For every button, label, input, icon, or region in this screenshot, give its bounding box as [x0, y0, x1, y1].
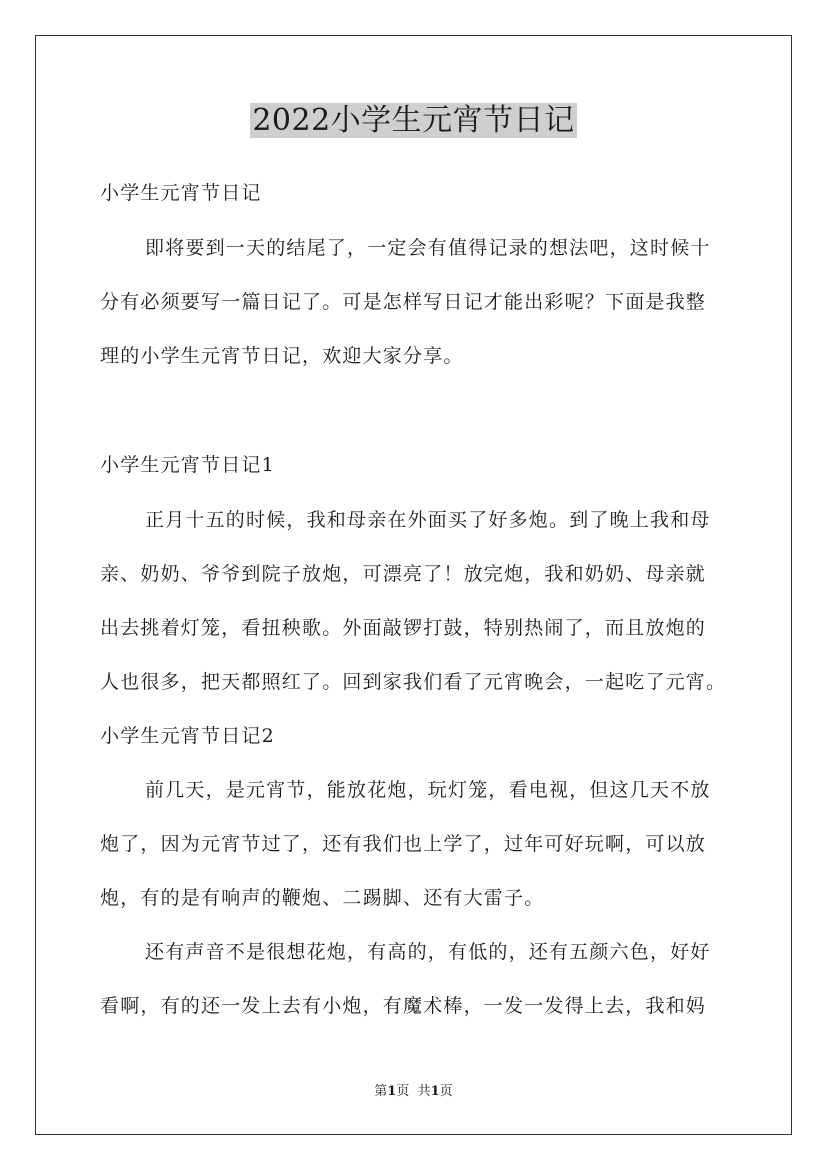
- intro-line: 即将要到一天的结尾了，一定会有值得记录的想法吧，这时候十: [145, 237, 711, 259]
- page-suffix: 页: [396, 1084, 410, 1099]
- section2-line: 炮，有的是有响声的鞭炮、二踢脚、还有大雷子。: [100, 887, 545, 909]
- total-suffix: 页: [439, 1084, 453, 1099]
- section1-heading: 小学生元宵节日记1: [100, 454, 275, 476]
- section2-heading: 小学生元宵节日记2: [100, 725, 275, 747]
- section1-line: 出去挑着灯笼，看扭秧歌。外面敲锣打鼓，特别热闹了，而且放炮的: [100, 617, 707, 639]
- document-title: [0, 98, 827, 144]
- section1-line: 人也很多，把天都照红了。回到家我们看了元宵晚会，一起吃了元宵。: [100, 671, 727, 693]
- section2-line: 还有声音不是很想花炮，有高的，有低的，还有五颜六色，好好: [145, 941, 711, 963]
- page-prefix: 第: [374, 1084, 388, 1099]
- document-title-text: 2022小学生元宵节日记: [252, 103, 575, 138]
- intro-line: 理的小学生元宵节日记，欢迎大家分享。: [100, 345, 464, 367]
- page-number: 1: [387, 1084, 397, 1099]
- total-pages: 1: [430, 1084, 440, 1099]
- section1-line: 正月十五的时候，我和母亲在外面买了好多炮。到了晚上我和母: [145, 509, 711, 531]
- page-footer: [0, 1082, 827, 1102]
- section1-line: 亲、奶奶、爷爷到院子放炮，可漂亮了！放完炮，我和奶奶、母亲就: [100, 563, 707, 585]
- total-prefix: 共: [417, 1084, 431, 1099]
- intro-heading: 小学生元宵节日记: [100, 182, 262, 204]
- section2-line: 看啊，有的还一发上去有小炮，有魔术棒，一发一发得上去，我和妈: [100, 995, 707, 1017]
- section2-line: 炮了，因为元宵节过了，还有我们也上学了，过年可好玩啊，可以放: [100, 833, 707, 855]
- section2-line: 前几天，是元宵节，能放花炮，玩灯笼，看电视，但这几天不放: [145, 779, 711, 801]
- intro-line: 分有必须要写一篇日记了。可是怎样写日记才能出彩呢？下面是我整: [100, 291, 707, 313]
